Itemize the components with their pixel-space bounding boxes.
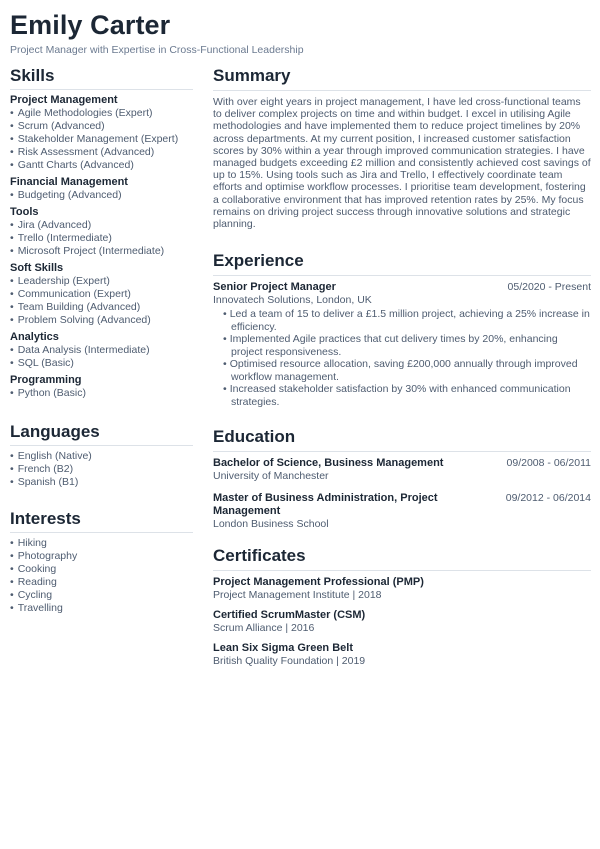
left-column [10,66,193,615]
skill-group [10,206,193,258]
language-item: • French (B2) [10,463,193,476]
education-dates: 09/2008 - 06/2011 [506,457,591,470]
school-name: University of Manchester [213,470,329,483]
certificate-issuer: Project Management Institute | 2018 [213,589,382,602]
certificate-entry [213,576,591,602]
certificate-name: Certified ScrumMaster (CSM) [213,609,366,622]
skill-item: • Leadership (Expert) [10,275,193,288]
candidate-name: Emily Carter [10,10,171,40]
skills-heading: Skills [10,66,193,90]
education-entry [213,457,591,483]
skill-group-title: Financial Management [10,176,128,188]
skill-group [10,94,193,172]
language-item: • Spanish (B1) [10,476,193,489]
certificates-heading: Certificates [213,546,591,571]
skill-group [10,374,193,400]
certificates-section [213,546,591,668]
education-heading: Education [213,427,591,452]
experience-heading: Experience [213,251,591,276]
interest-item: • Travelling [10,602,193,615]
job-bullet: • Optimised resource allocation, saving £200,000 annually through improved workflow management. [223,358,591,383]
job-bullet: • Increased stakeholder satisfaction by 30% with enhanced communication strategies. [223,383,591,408]
skill-group-title: Analytics [10,331,59,343]
interest-item: • Reading [10,576,193,589]
degree-title: Bachelor of Science, Business Management [213,457,444,470]
skill-item: • Gantt Charts (Advanced) [10,159,193,172]
skill-group [10,331,193,370]
job-bullet: • Implemented Agile practices that cut delivery times by 20%, enhancing project responsiveness. [223,333,591,358]
skill-item: • Stakeholder Management (Expert) [10,133,193,146]
languages-section [10,422,193,489]
interest-item: • Cooking [10,563,193,576]
languages-heading: Languages [10,422,193,446]
school-name: London Business School [213,518,329,531]
skill-group-title: Project Management [10,94,118,106]
certificate-name: Lean Six Sigma Green Belt [213,642,353,655]
certificate-name: Project Management Professional (PMP) [213,576,424,589]
job-entry [213,281,591,408]
interests-section [10,509,193,615]
candidate-tagline: Project Manager with Expertise in Cross-Functional Leadership [10,44,304,56]
skill-item: • Communication (Expert) [10,288,193,301]
degree-title: Master of Business Administration, Project Management [213,492,438,518]
skill-item: • Risk Assessment (Advanced) [10,146,193,159]
interest-item: • Hiking [10,537,193,550]
summary-text: With over eight years in project management, I have led cross-functional teams to deliver complex projects on time and within budget. I excel in utilising Agile methodologies and have implemented them to reduce project timelines by 20% across departments. At my current position, I increased customer satisfaction scores by 30% within a year through improved communication strategies. I have managed budgets exceeding £2 million and consistently achieved cost savings of up to 15%. Using tools such as Jira and Trello, I effectively coordinate team efforts and optimise workflow processes. I prioritise team development, fostering a collaborative environment that has improved retention rates by 25%. My focus remains on driving project success through innovative solutions and strategic planning. [213,96,591,231]
skill-item: • Data Analysis (Intermediate) [10,344,193,357]
interests-heading: Interests [10,509,193,533]
skill-group [10,176,193,202]
skill-item: • Scrum (Advanced) [10,120,193,133]
skill-item: • Problem Solving (Advanced) [10,314,193,327]
skill-item: • Team Building (Advanced) [10,301,193,314]
certificate-issuer: Scrum Alliance | 2016 [213,622,315,635]
resume-header [10,9,590,57]
job-dates: 05/2020 - Present [507,281,591,294]
job-company: Innovatech Solutions, London, UK [213,294,372,307]
right-column [213,66,591,675]
skill-group [10,262,193,327]
education-entry [213,492,591,531]
skill-group-title: Tools [10,206,39,218]
interest-item: • Cycling [10,589,193,602]
skill-item: • Jira (Advanced) [10,219,193,232]
skill-item: • Trello (Intermediate) [10,232,193,245]
skill-item: • Budgeting (Advanced) [10,189,193,202]
skill-item: • Agile Methodologies (Expert) [10,107,193,120]
certificate-entry [213,642,591,668]
interest-item: • Photography [10,550,193,563]
skill-item: • SQL (Basic) [10,357,193,370]
job-title: Senior Project Manager [213,281,336,294]
language-item: • English (Native) [10,450,193,463]
education-section [213,427,591,531]
skill-group-title: Soft Skills [10,262,64,274]
summary-section [213,66,591,230]
summary-heading: Summary [213,66,591,91]
job-bullet: • Led a team of 15 to deliver a £1.5 million project, achieving a 25% increase in efficiency. [223,308,591,333]
experience-section [213,251,591,408]
education-dates: 09/2012 - 06/2014 [505,492,591,505]
skill-item: • Microsoft Project (Intermediate) [10,245,193,258]
skill-group-title: Programming [10,374,82,386]
skills-section [10,66,193,400]
certificate-entry [213,609,591,635]
certificate-issuer: British Quality Foundation | 2019 [213,655,366,668]
skill-item: • Python (Basic) [10,387,193,400]
